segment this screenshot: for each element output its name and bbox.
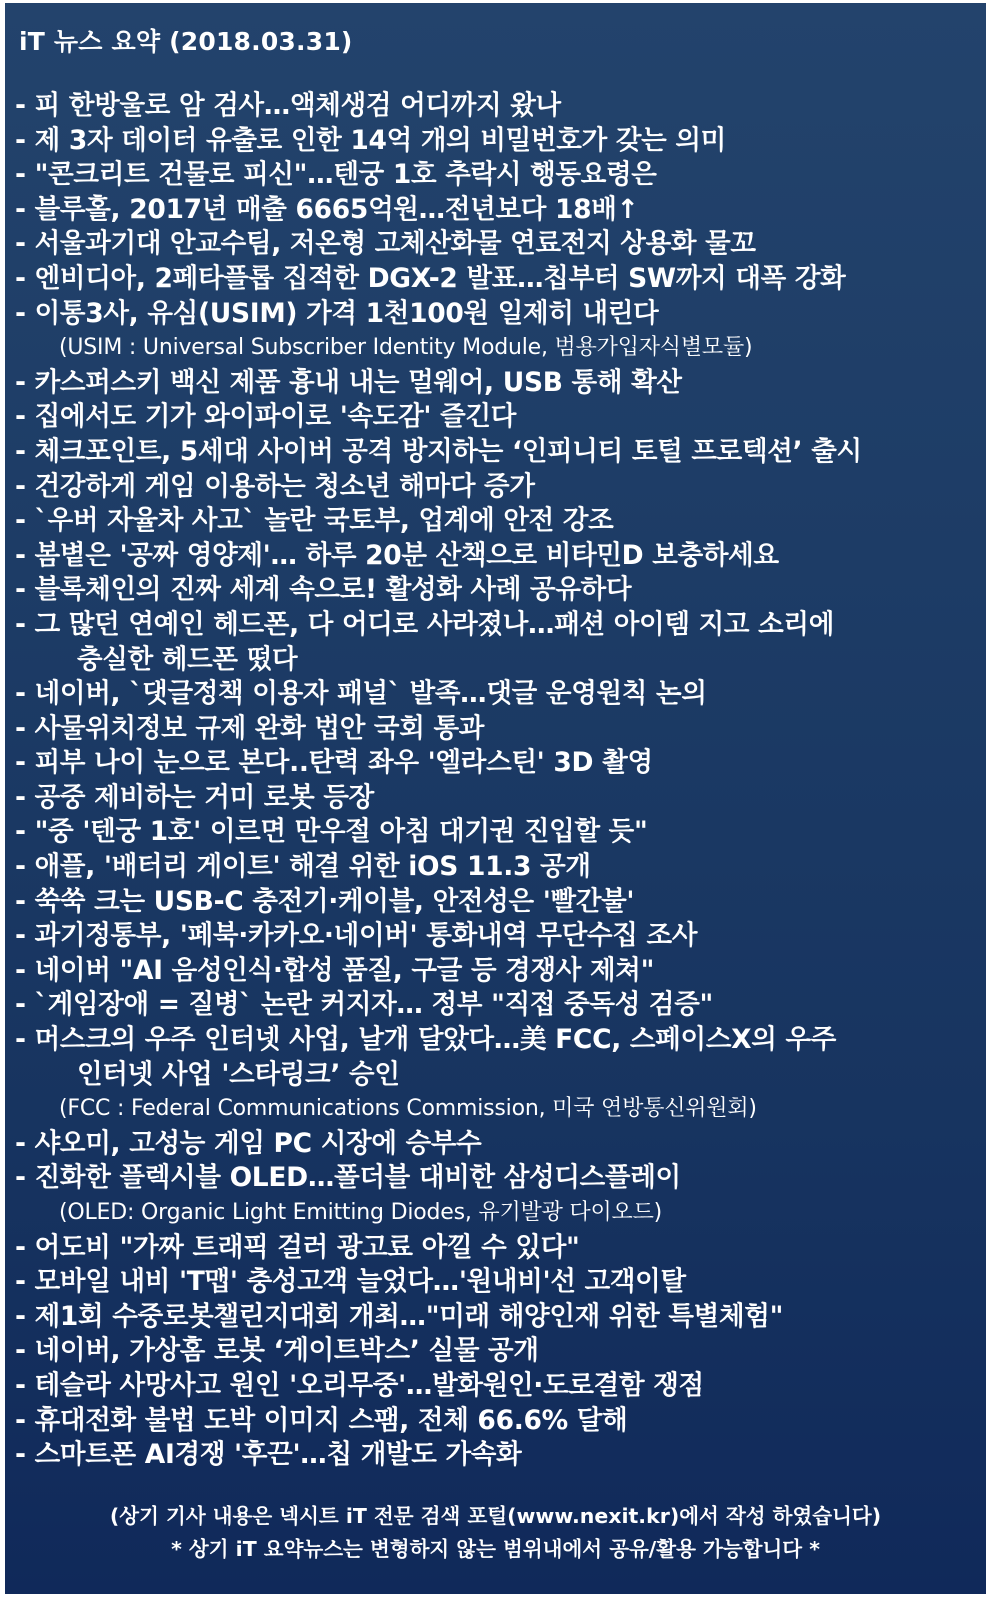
- news-item: - `우버 자율차 사고` 놀란 국토부, 업계에 안전 강조: [15, 505, 614, 537]
- news-item: - 건강하게 게임 이용하는 청소년 해마다 증가: [15, 470, 535, 502]
- news-item: - 네이버 "AI 음성인식·합성 품질, 구글 등 경쟁사 제쳐": [15, 954, 655, 986]
- news-item: - 서울과기대 안교수팀, 저온형 고체산화물 연료전지 상용화 물꼬: [15, 228, 756, 260]
- page-title: iT 뉴스 요약 (2018.03.31): [19, 27, 353, 56]
- news-item: - 봄볕은 '공짜 영양제'… 하루 20분 산책으로 비타민D 보충하세요: [15, 539, 779, 571]
- news-note: (FCC : Federal Communications Commission, 미국 연방통신위원회): [59, 1096, 757, 1122]
- news-list: [15, 89, 980, 1473]
- news-item-continuation: 인터넷 사업 '스타링크’ 승인: [77, 1058, 400, 1090]
- news-item: - 피부 나이 눈으로 본다..탄력 좌우 '엘라스틴' 3D 촬영: [15, 747, 653, 779]
- news-item: - `게임장애 = 질병` 논란 커지자… 정부 "직접 중독성 검증": [15, 989, 714, 1021]
- news-item: - "콘크리트 건물로 피신"…텐궁 1호 추락시 행동요령은: [15, 159, 657, 191]
- share-note: * 상기 iT 요약뉴스는 변형하지 않는 범위내에서 공유/활용 가능합니다 *: [171, 1537, 820, 1561]
- news-note: (OLED: Organic Light Emitting Diodes, 유기발광 다이오드): [59, 1200, 663, 1225]
- news-item: - 카스퍼스키 백신 제품 흉내 내는 멀웨어, USB 통해 확산: [15, 366, 682, 398]
- news-item: - 머스크의 우주 인터넷 사업, 날개 달았다…美 FCC, 스페이스X의 우주: [15, 1024, 837, 1056]
- news-panel: [5, 3, 986, 1594]
- news-item: - 진화한 플렉시블 OLED…폴더블 대비한 삼성디스플레이: [15, 1162, 681, 1194]
- news-note: (USIM : Universal Subscriber Identity Module, 범용가입자식별모듈): [59, 335, 753, 361]
- news-item: - 애플, '배터리 게이트' 해결 위한 iOS 11.3 공개: [15, 851, 591, 883]
- news-item: - 휴대전화 불법 도박 이미지 스팸, 전체 66.6% 달해: [15, 1404, 628, 1436]
- news-item: - 제 3자 데이터 유출로 인한 14억 개의 비밀번호가 갖는 의미: [15, 124, 726, 156]
- news-item: - 피 한방울로 암 검사…액체생검 어디까지 왔나: [15, 90, 561, 121]
- news-item: - 제1회 수중로봇챌린지대회 개최…"미래 해양인재 위한 특별체험": [15, 1300, 784, 1332]
- news-item: - 사물위치정보 규제 완화 법안 국회 통과: [15, 712, 485, 744]
- news-item: - 공중 제비하는 거미 로봇 등장: [15, 781, 374, 813]
- news-item: - 스마트폰 AI경쟁 '후끈'…칩 개발도 가속화: [15, 1439, 522, 1471]
- news-item: - 블록체인의 진짜 세계 속으로! 활성화 사례 공유하다: [15, 574, 632, 606]
- news-item: - 테슬라 사망사고 원인 '오리무중'…발화원인·도로결함 쟁점: [15, 1369, 704, 1401]
- news-item: - 샤오미, 고성능 게임 PC 시장에 승부수: [15, 1127, 482, 1159]
- news-item: - 모바일 내비 'T맵' 충성고객 늘었다…'원내비'선 고객이탈: [15, 1266, 686, 1298]
- news-item: - 과기정통부, '페북·카카오·네이버' 통화내역 무단수집 조사: [15, 920, 698, 952]
- news-item-continuation: 충실한 헤드폰 떴다: [77, 643, 298, 675]
- news-item: - "중 '텐궁 1호' 이르면 만우절 아침 대기권 진입할 듯": [15, 816, 648, 848]
- news-item: - 어도비 "가짜 트래픽 걸러 광고료 아낄 수 있다": [15, 1231, 580, 1263]
- news-item: - 쑥쑥 크는 USB-C 충전기·케이블, 안전성은 '빨간불': [15, 885, 635, 917]
- news-item: - 네이버, `댓글정책 이용자 패널` 발족…댓글 운영원칙 논의: [15, 678, 707, 710]
- news-item: - 엔비디아, 2페타플롭 집적한 DGX-2 발표…칩부터 SW까지 대폭 강화: [15, 262, 846, 294]
- news-item: - 체크포인트, 5세대 사이버 공격 방지하는 ‘인피니티 토털 프로텍션’ 출시: [15, 435, 862, 467]
- news-item: - 네이버, 가상홈 로봇 ‘게이트박스’ 실물 공개: [15, 1335, 539, 1367]
- news-item: - 그 많던 연예인 헤드폰, 다 어디로 사라졌나…패션 아이템 지고 소리에: [15, 608, 834, 640]
- news-item: - 이통3사, 유심(USIM) 가격 1천100원 일제히 내린다: [15, 297, 659, 329]
- news-item: - 블루홀, 2017년 매출 6665억원…전년보다 18배↑: [15, 193, 639, 225]
- news-item: - 집에서도 기가 와이파이로 '속도감' 즐긴다: [15, 401, 517, 433]
- source-note: (상기 기사 내용은 넥시트 iT 전문 검색 포털(www.nexit.kr)에서 작성 하였습니다): [109, 1504, 882, 1528]
